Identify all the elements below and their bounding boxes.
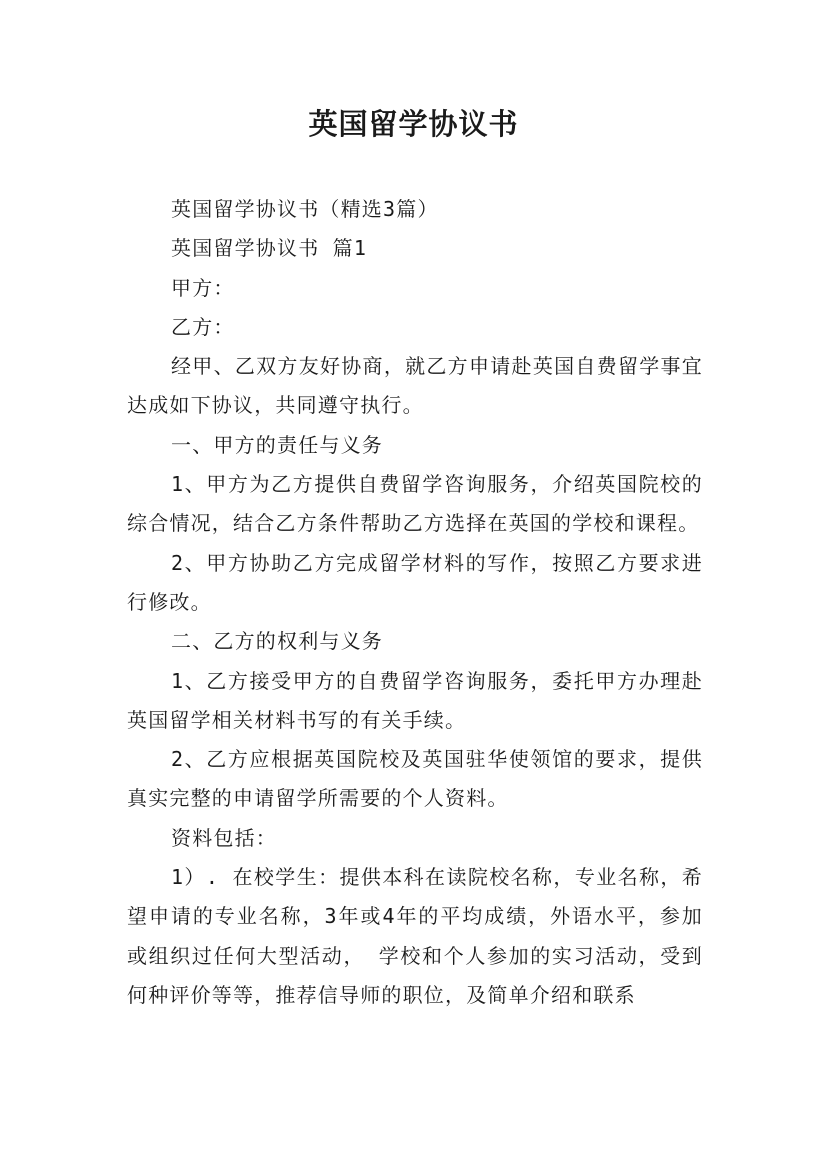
heading-party-b-rights: 二、乙方的权利与义务 [171, 629, 383, 654]
party-b-line: 乙方： [171, 314, 235, 339]
paragraph-a-clause-2: 2、甲方协助乙方完成留学材料的写作，按照乙方要求进行修改。 [127, 550, 703, 614]
paragraph-materials-label: 资料包括： [171, 825, 277, 850]
heading-party-a-duties: 一、甲方的责任与义务 [171, 432, 383, 457]
paragraph-a-clause-1: 1、甲方为乙方提供自费留学咨询服务，介绍英国院校的综合情况，结合乙方条件帮助乙方选择在英国的学校和课程。 [127, 472, 703, 536]
paragraph-materials-item-1: 1）. 在校学生：提供本科在读院校名称，专业名称，希望申请的专业名称，3年或4年的平均成绩，外语水平，参加或组织过任何大型活动， 学校和个人参加的实习活动，受到何种评价等等，推荐信导师的职位，及简单介绍和联系 [127, 865, 703, 1007]
party-a-line: 甲方： [171, 275, 235, 300]
paragraph-section-heading: 英国留学协议书 篇1 [171, 236, 368, 261]
document-title: 英国留学协议书 [308, 107, 519, 141]
paragraph-preamble: 经甲、乙双方友好协商，就乙方申请赴英国自费留学事宜达成如下协议，共同遵守执行。 [127, 354, 703, 418]
paragraph-subtitle: 英国留学协议书（精选3篇） [171, 197, 439, 221]
document-body [127, 190, 703, 1015]
paragraph-b-clause-1: 1、乙方接受甲方的自费留学咨询服务，委托甲方办理赴英国留学相关材料书写的有关手续。 [127, 668, 703, 732]
paragraph-b-clause-2: 2、乙方应根据英国院校及英国驻华使领馆的要求，提供真实完整的申请留学所需要的个人资料。 [127, 747, 703, 811]
